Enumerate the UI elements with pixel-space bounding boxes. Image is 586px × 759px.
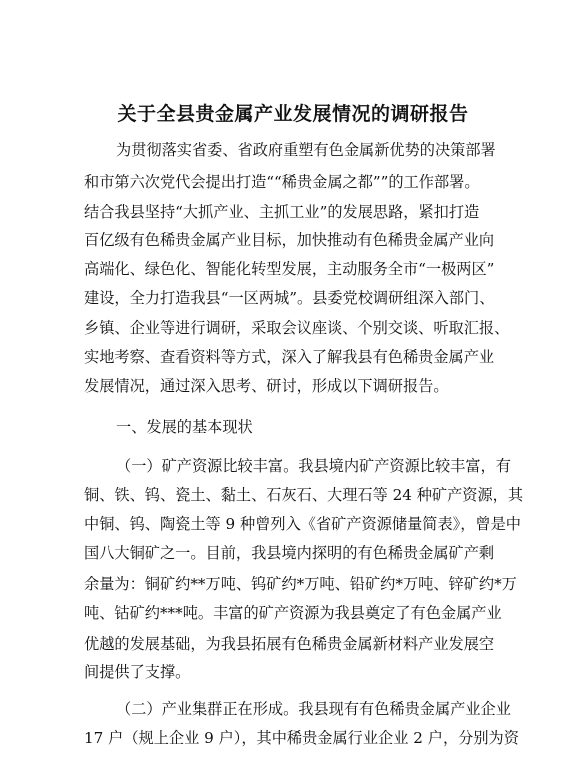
document-title: 关于全县贵金属产业发展情况的调研报告 <box>117 103 469 125</box>
paragraph-2-line-8: 间提供了支撑。 <box>84 663 191 681</box>
paragraph-1-line-7: 乡镇、企业等进行调研，采取会议座谈、个别交谈、听取汇报、 <box>84 319 510 337</box>
paragraph-2-line-3: 中铜、钨、陶瓷土等 9 种曾列入《省矿产资源储量简表》，曾是中 <box>84 515 521 533</box>
paragraph-1-line-9: 发展情况，通过深入思考、研讨，形成以下调研报告。 <box>84 377 449 395</box>
paragraph-1-line-6: 建设，全力打造我县“一区两城”。县委党校调研组深入部门、 <box>84 289 495 307</box>
paragraph-1-line-1: 为贯彻落实省委、省政府重塑有色金属新优势的决策部署 <box>116 141 496 159</box>
paragraph-1-line-3: 结合我县坚持“大抓产业、主抓工业”的发展思路，紧扣打造 <box>84 203 480 221</box>
paragraph-2-line-4: 国八大铜矿之一。目前，我县境内探明的有色稀贵金属矿产剩 <box>84 544 495 562</box>
paragraph-3-line-2: 17 户（规上企业 9 户），其中稀贵金属行业企业 2 户，分别为资 <box>84 729 519 747</box>
paragraph-2-line-7: 优越的发展基础，为我县拓展有色稀贵金属新材料产业发展空 <box>84 635 495 653</box>
paragraph-2-line-5: 余量为：铜矿约**万吨、钨矿约*万吨、铅矿约*万吨、锌矿约*万 <box>84 575 517 593</box>
paragraph-2-line-6: 吨、钴矿约***吨。丰富的矿产资源为我县奠定了有色金属产业 <box>84 604 502 622</box>
paragraph-1-line-2: 和市第六次党代会提出打造““稀贵金属之都””的工作部署。 <box>84 173 480 191</box>
paragraph-3-line-1: （二）产业集群正在形成。我县现有有色稀贵金属产业企业 <box>116 700 511 718</box>
section-heading: 一、发展的基本现状 <box>116 418 253 436</box>
paragraph-1-line-4: 百亿级有色稀贵金属产业目标，加快推动有色稀贵金属产业向 <box>84 231 495 249</box>
paragraph-1-line-8: 实地考察、查看资料等方式，深入了解我县有色稀贵金属产业 <box>84 348 495 366</box>
paragraph-2-line-1: （一）矿产资源比较丰富。我县境内矿产资源比较丰富，有 <box>116 457 511 475</box>
paragraph-2-line-2: 铜、铁、钨、瓷土、黏土、石灰石、大理石等 24 种矿产资源，其 <box>84 486 524 504</box>
paragraph-1-line-5: 高端化、绿色化、智能化转型发展，主动服务全市“一极两区” <box>84 260 495 278</box>
